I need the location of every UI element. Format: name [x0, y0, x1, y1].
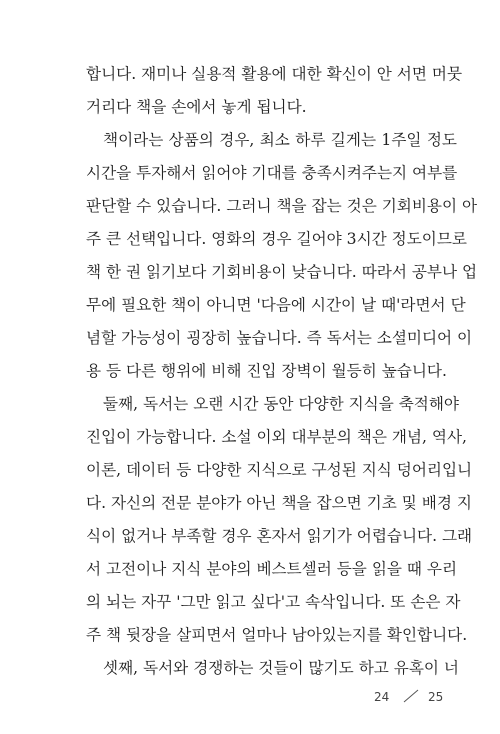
text-line-12: 진입이 가능합니다. 소설 이외 대부분의 책은 개념, 역사, — [86, 428, 467, 446]
right-page-number: 25 — [428, 690, 444, 704]
text-line-14: 다. 자신의 전문 분야가 아닌 책을 잡으면 기초 및 배경 지 — [86, 494, 472, 512]
text-line-7: 책 한 권 읽기보다 기회비용이 낮습니다. 따라서 공부나 업 — [86, 263, 478, 281]
text-line-11: 둘째, 독서는 오랜 시간 동안 다양한 지식을 축적해야 — [103, 395, 459, 413]
text-line-16: 서 고전이나 지식 분야의 베스트셀러 등을 읽을 때 우리 — [86, 560, 458, 578]
text-line-10: 용 등 다른 행위에 비해 진입 장벽이 월등히 높습니다. — [86, 362, 447, 380]
text-line-3: 책이라는 상품의 경우, 최소 하루 길게는 1주일 정도 — [103, 131, 457, 149]
left-page-number: 24 — [374, 690, 390, 704]
text-line-18: 주 책 뒷장을 살피면서 얼마나 남아있는지를 확인합니다. — [86, 626, 468, 644]
text-line-19: 셋째, 독서와 경쟁하는 것들이 많기도 하고 유혹이 너 — [103, 659, 459, 677]
text-line-5: 판단할 수 있습니다. 그러니 책을 잡는 것은 기회비용이 아 — [86, 197, 478, 215]
text-line-17: 의 뇌는 자꾸 '그만 읽고 싶다'고 속삭입니다. 또 손은 자 — [86, 593, 461, 611]
text-line-8: 무에 필요한 책이 아니면 '다음에 시간이 날 때'라면서 단 — [86, 296, 466, 314]
text-line-1: 합니다. 재미나 실용적 활용에 대한 확신이 안 서면 머뭇 — [86, 65, 463, 83]
page-numbers — [366, 688, 456, 708]
text-line-4: 시간을 투자해서 읽어야 기대를 충족시켜주는지 여부를 — [86, 164, 458, 182]
slash-separator-icon — [402, 688, 420, 704]
text-line-9: 념할 가능성이 굉장히 높습니다. 즉 독서는 소셜미디어 이 — [86, 329, 473, 347]
text-line-2: 거리다 책을 손에서 놓게 됩니다. — [86, 98, 307, 116]
text-line-13: 이론, 데이터 등 다양한 지식으로 구성된 지식 덩어리입니 — [86, 461, 473, 479]
text-line-15: 식이 없거나 부족할 경우 혼자서 읽기가 어렵습니다. 그래 — [86, 527, 473, 545]
text-line-6: 주 큰 선택입니다. 영화의 경우 길어야 3시간 정도이므로 — [86, 230, 467, 248]
